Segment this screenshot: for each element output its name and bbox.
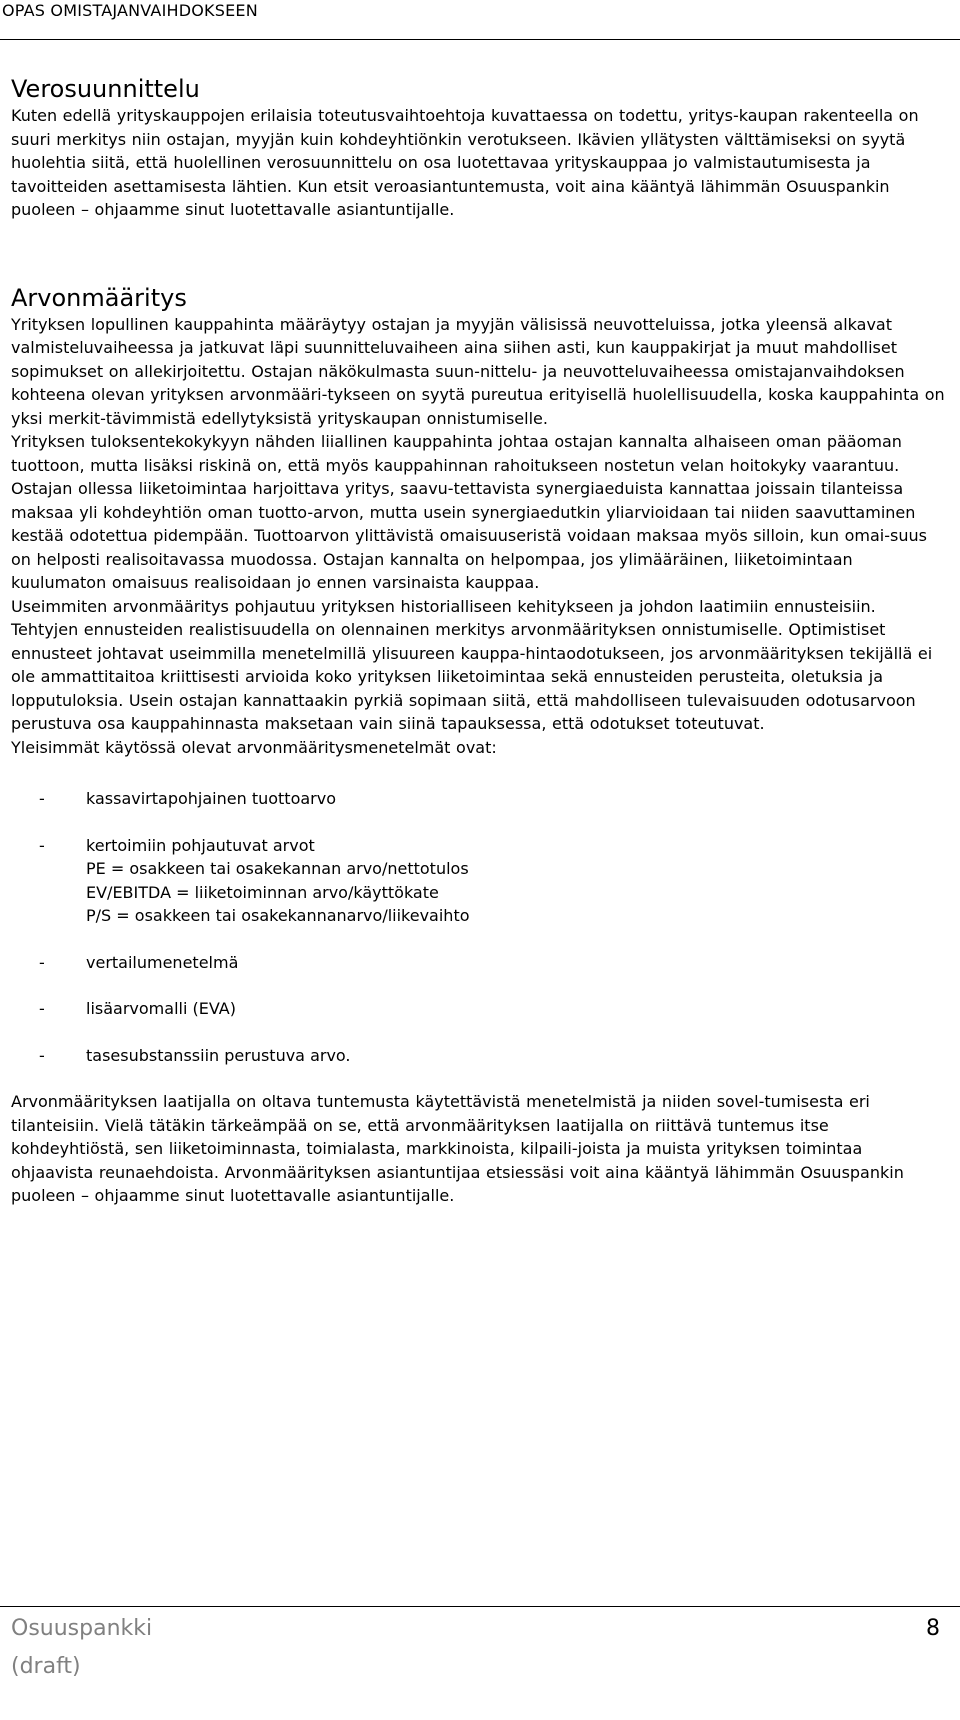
page-number: 8 (926, 1616, 940, 1641)
footer-brand: Osuuspankki (11, 1616, 153, 1641)
page-content (11, 74, 946, 1208)
list-item (11, 951, 946, 975)
list-item-text: kertoimiin pohjautuvat arvot (86, 835, 315, 855)
page-header (0, 0, 960, 42)
list-subitem: P/S = osakkeen tai osakekannanarvo/liikevaihto (86, 906, 470, 925)
paragraph: Arvonmäärityksen laatijalla on oltava tuntemusta käytettävistä menetelmistä ja niiden sovel-tumisesta eri tilanteisiin. Vielä tätäkin tärkeämpää on se, että arvonmäärityksen laatijalla on riittävä tuntemus itse kohdeyhtiöstä, sen liiketoiminnasta, toimialasta, markkinoista, kilpaili-joista ja muista yrityksen toimintaa ohjaavista reunaehdoista. Arvonmäärityksen asiantuntijaa etsiessäsi voit aina kääntyä lähimmän Osuuspankin puoleen – ohjaamme sinut luotettavalle asiantuntijalle. (11, 1092, 904, 1205)
list-item (11, 787, 946, 811)
list-bullet: - (39, 835, 45, 855)
list-item (11, 834, 946, 928)
list-item (11, 1044, 946, 1068)
paragraph: Yleisimmät käytössä olevat arvonmääritysmenetelmät ovat: (11, 737, 497, 757)
paragraph: Useimmiten arvonmääritys pohjautuu yrityksen historialliseen kehitykseen ja johdon laatimiin ennusteisiin. Tehtyjen ennusteiden realistisuudella on olennainen merkitys arvonmäärityksen onnistumiselle. Optimistiset ennusteet johtavat useimmilla menetelmillä ylisuureen kauppa-hintaodotukseen, jos arvonmäärityksen tekijällä ei ole ammattitaitoa kriittisesti arvioida koko yrityksen liiketoimintaa sekä ennusteiden perusteita, oletuksia ja lopputuloksia. Usein ostajan kannattaakin pyrkiä sopimaan siitä, että mahdolliseen tulevaisuuden odotusarvoon perustuva osa kauppahinnasta maksetaan vain siinä tapauksessa, että odotukset toteutuvat. (11, 596, 933, 733)
valuation-methods-list (11, 787, 946, 1067)
paragraph: Yrityksen tuloksentekokykyyn nähden liiallinen kauppahinta johtaa ostajan kannalta alhaiseen oman pääoman tuottoon, mutta lisäksi riskinä on, että myös kauppahinnan rahoitukseen nostetun velan hoitokyky vaarantuu. Ostajan ollessa liiketoimintaa harjoittava yritys, saavu-tettavista synergiaeduista kannattaa joissain tilanteissa maksaa yli kohdeyhtiön oman tuotto-arvon, mutta usein synergiaedutkin yliarvioidaan tai niiden saavuttaminen kestää odotettua pidempään. Tuottoarvon ylittävistä omaisuuseristä voidaan maksaa myös silloin, kun omai-suus on helposti realisoitavassa muodossa. Ostajan kannalta on helpompaa, jos ylimääräinen, liiketoimintaan kuulumaton omaisuus realisoidaan jo ennen varsinaista kauppaa. (11, 432, 927, 592)
footer-rule (0, 1606, 960, 1607)
section-heading-arvonmaaritys: Arvonmääritys (11, 283, 187, 312)
section-heading-verosuunnittelu: Verosuunnittelu (11, 75, 200, 103)
list-item-text: kassavirtapohjainen tuottoarvo (86, 789, 337, 808)
list-subitem: PE = osakkeen tai osakekannan arvo/nettotulos (86, 859, 469, 878)
list-bullet: - (39, 952, 45, 972)
paragraph: Kuten edellä yrityskauppojen erilaisia toteutusvaihtoehtoja kuvattaessa on todettu, yritys-kaupan rakenteella on suuri merkitys niin ostajan, myyjän kuin kohdeyhtiönkin verotukseen. Ikävien yllätysten välttämiseksi on syytä huolehtia siitä, että huolellinen verosuunnittelu on osa luotettavaa yrityskauppaa jo valmistautumisesta ja tavoitteiden asettamisesta lähtien. Kun etsit veroasiantuntemusta, voit aina kääntyä lähimmän Osuuspankin puoleen – ohjaamme sinut luotettavalle asiantuntijalle. (11, 106, 919, 219)
list-item-text: tasesubstanssiin perustuva arvo. (86, 1045, 351, 1065)
header-rule (0, 39, 960, 40)
list-bullet: - (39, 789, 45, 808)
list-bullet: - (39, 999, 45, 1018)
list-subitem: EV/EBITDA = liiketoiminnan arvo/käyttökate (86, 882, 439, 902)
list-item-text: lisäarvomalli (EVA) (86, 999, 236, 1018)
list-bullet: - (39, 1045, 45, 1065)
list-item-text: vertailumenetelmä (86, 952, 239, 972)
header-title: OPAS OMISTAJANVAIHDOKSEEN (2, 1, 258, 20)
draft-label: (draft) (11, 1654, 81, 1679)
paragraph: Yrityksen lopullinen kauppahinta määräytyy ostajan ja myyjän välisissä neuvotteluissa, jotka yleensä alkavat valmisteluvaiheessa ja jatkuvat läpi suunnitteluvaiheen aina siihen asti, kun kauppakirjat ja muut mahdolliset sopimukset on allekirjoitettu. Ostajan näkökulmasta suun-nittelu- ja neuvotteluvaiheessa omistajanvaihdoksen kohteena olevan yrityksen arvonmääri-tykseen on syytä pureutua erityisellä huolellisuudella, koska kauppahinta on yksi merkit-tävimmistä edellytyksistä yrityskaupan onnistumiselle. (11, 314, 945, 428)
list-item (11, 997, 946, 1021)
